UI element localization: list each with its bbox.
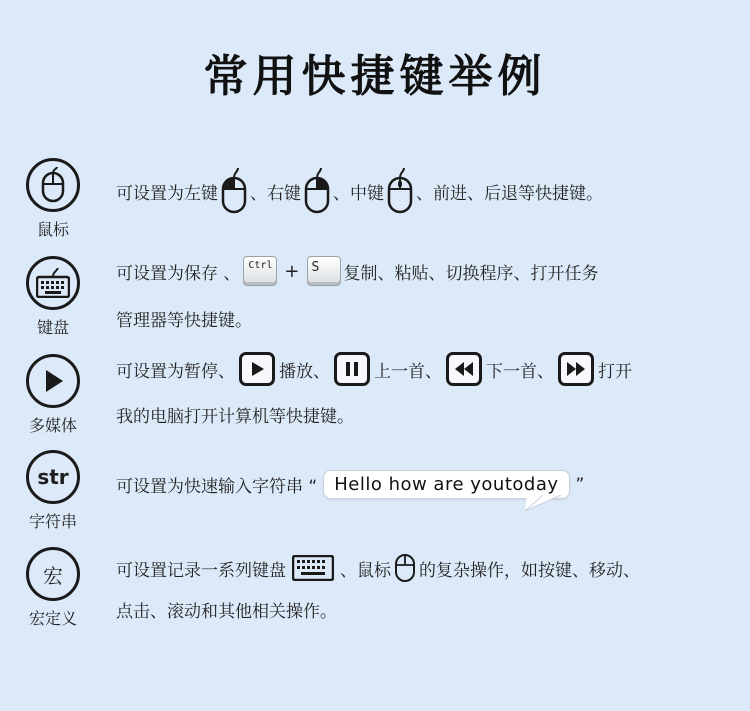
multimedia-desc-line-2: 我的电脑打开计算机等快捷键。 xyxy=(116,407,354,427)
previous-track-icon xyxy=(446,352,482,386)
page-title: 常用快捷键举例 xyxy=(203,51,547,102)
macro-desc-text-3: 的复杂操作，如按键、移动、 xyxy=(419,560,640,581)
multimedia-desc-text-5: 打开 xyxy=(598,361,632,382)
mouse-desc xyxy=(116,168,603,214)
macro-icon-text: 宏 xyxy=(43,563,63,588)
keyboard-desc-line-1 xyxy=(116,256,599,286)
mouse-desc-text-2: 、右键 xyxy=(250,183,301,204)
macro-desc-line-1 xyxy=(116,553,640,583)
icon-col-string xyxy=(24,450,82,532)
string-desc-text-1: 可设置为快速输入字符串 “ xyxy=(116,477,318,497)
next-track-icon xyxy=(558,352,594,386)
mouse-mini-icon xyxy=(394,553,416,583)
ctrl-key: Ctrl xyxy=(243,256,277,286)
keyboard-desc-text-1: 可设置为保存 、 xyxy=(116,263,241,284)
label-string: 字符串 xyxy=(28,512,77,531)
keyboard-icon xyxy=(26,256,80,310)
multimedia-desc-text-1: 可设置为暂停、 xyxy=(116,361,235,382)
multimedia-desc-line-1 xyxy=(116,352,632,386)
speech-bubble-tail-icon xyxy=(523,495,563,513)
string-desc xyxy=(116,470,584,499)
label-multimedia: 多媒体 xyxy=(28,416,77,435)
multimedia-desc-text-2: 播放、 xyxy=(279,361,330,382)
multimedia-desc-text-4: 下一首、 xyxy=(486,361,554,382)
mouse-desc-text-4: 、前进、后退等快捷键。 xyxy=(416,183,603,204)
play-icon xyxy=(26,354,80,408)
string-desc-text-2: ” xyxy=(575,474,585,495)
play-button-icon xyxy=(239,352,275,386)
string-icon-text: str xyxy=(37,465,69,489)
right-click-mouse-icon xyxy=(304,168,330,214)
icon-col-mouse xyxy=(24,158,82,240)
left-click-mouse-icon xyxy=(221,168,247,214)
pause-button-icon xyxy=(334,352,370,386)
icon-col-multimedia xyxy=(24,354,82,436)
label-macro: 宏定义 xyxy=(28,609,77,628)
speech-bubble-text: Hello how are youtoday xyxy=(334,474,559,495)
plus-sign: + xyxy=(284,260,300,282)
keyboard-mini-icon xyxy=(292,555,334,581)
keyboard-desc-text-2: 复制、粘贴、切换程序、打开任务 xyxy=(343,263,599,284)
keyboard-desc-line-2: 管理器等快捷键。 xyxy=(116,311,252,331)
label-mouse: 鼠标 xyxy=(36,220,69,239)
macro-desc-text-2: 、鼠标 xyxy=(340,560,391,581)
s-key: S xyxy=(307,256,341,286)
mouse-desc-text-3: 、中键 xyxy=(333,183,384,204)
string-icon xyxy=(26,450,80,504)
icon-col-keyboard xyxy=(24,256,82,338)
multimedia-desc-text-3: 上一首、 xyxy=(374,361,442,382)
speech-bubble xyxy=(323,470,569,499)
label-keyboard: 键盘 xyxy=(36,318,69,337)
macro-desc-text-1: 可设置记录一系列键盘 xyxy=(116,560,286,581)
mouse-icon xyxy=(26,158,80,212)
macro-desc-line-2: 点击、滚动和其他相关操作。 xyxy=(116,602,337,622)
icon-col-macro xyxy=(24,547,82,629)
mouse-desc-text-1: 可设置为左键 xyxy=(116,183,218,204)
middle-click-mouse-icon xyxy=(387,168,413,214)
macro-icon xyxy=(26,547,80,601)
